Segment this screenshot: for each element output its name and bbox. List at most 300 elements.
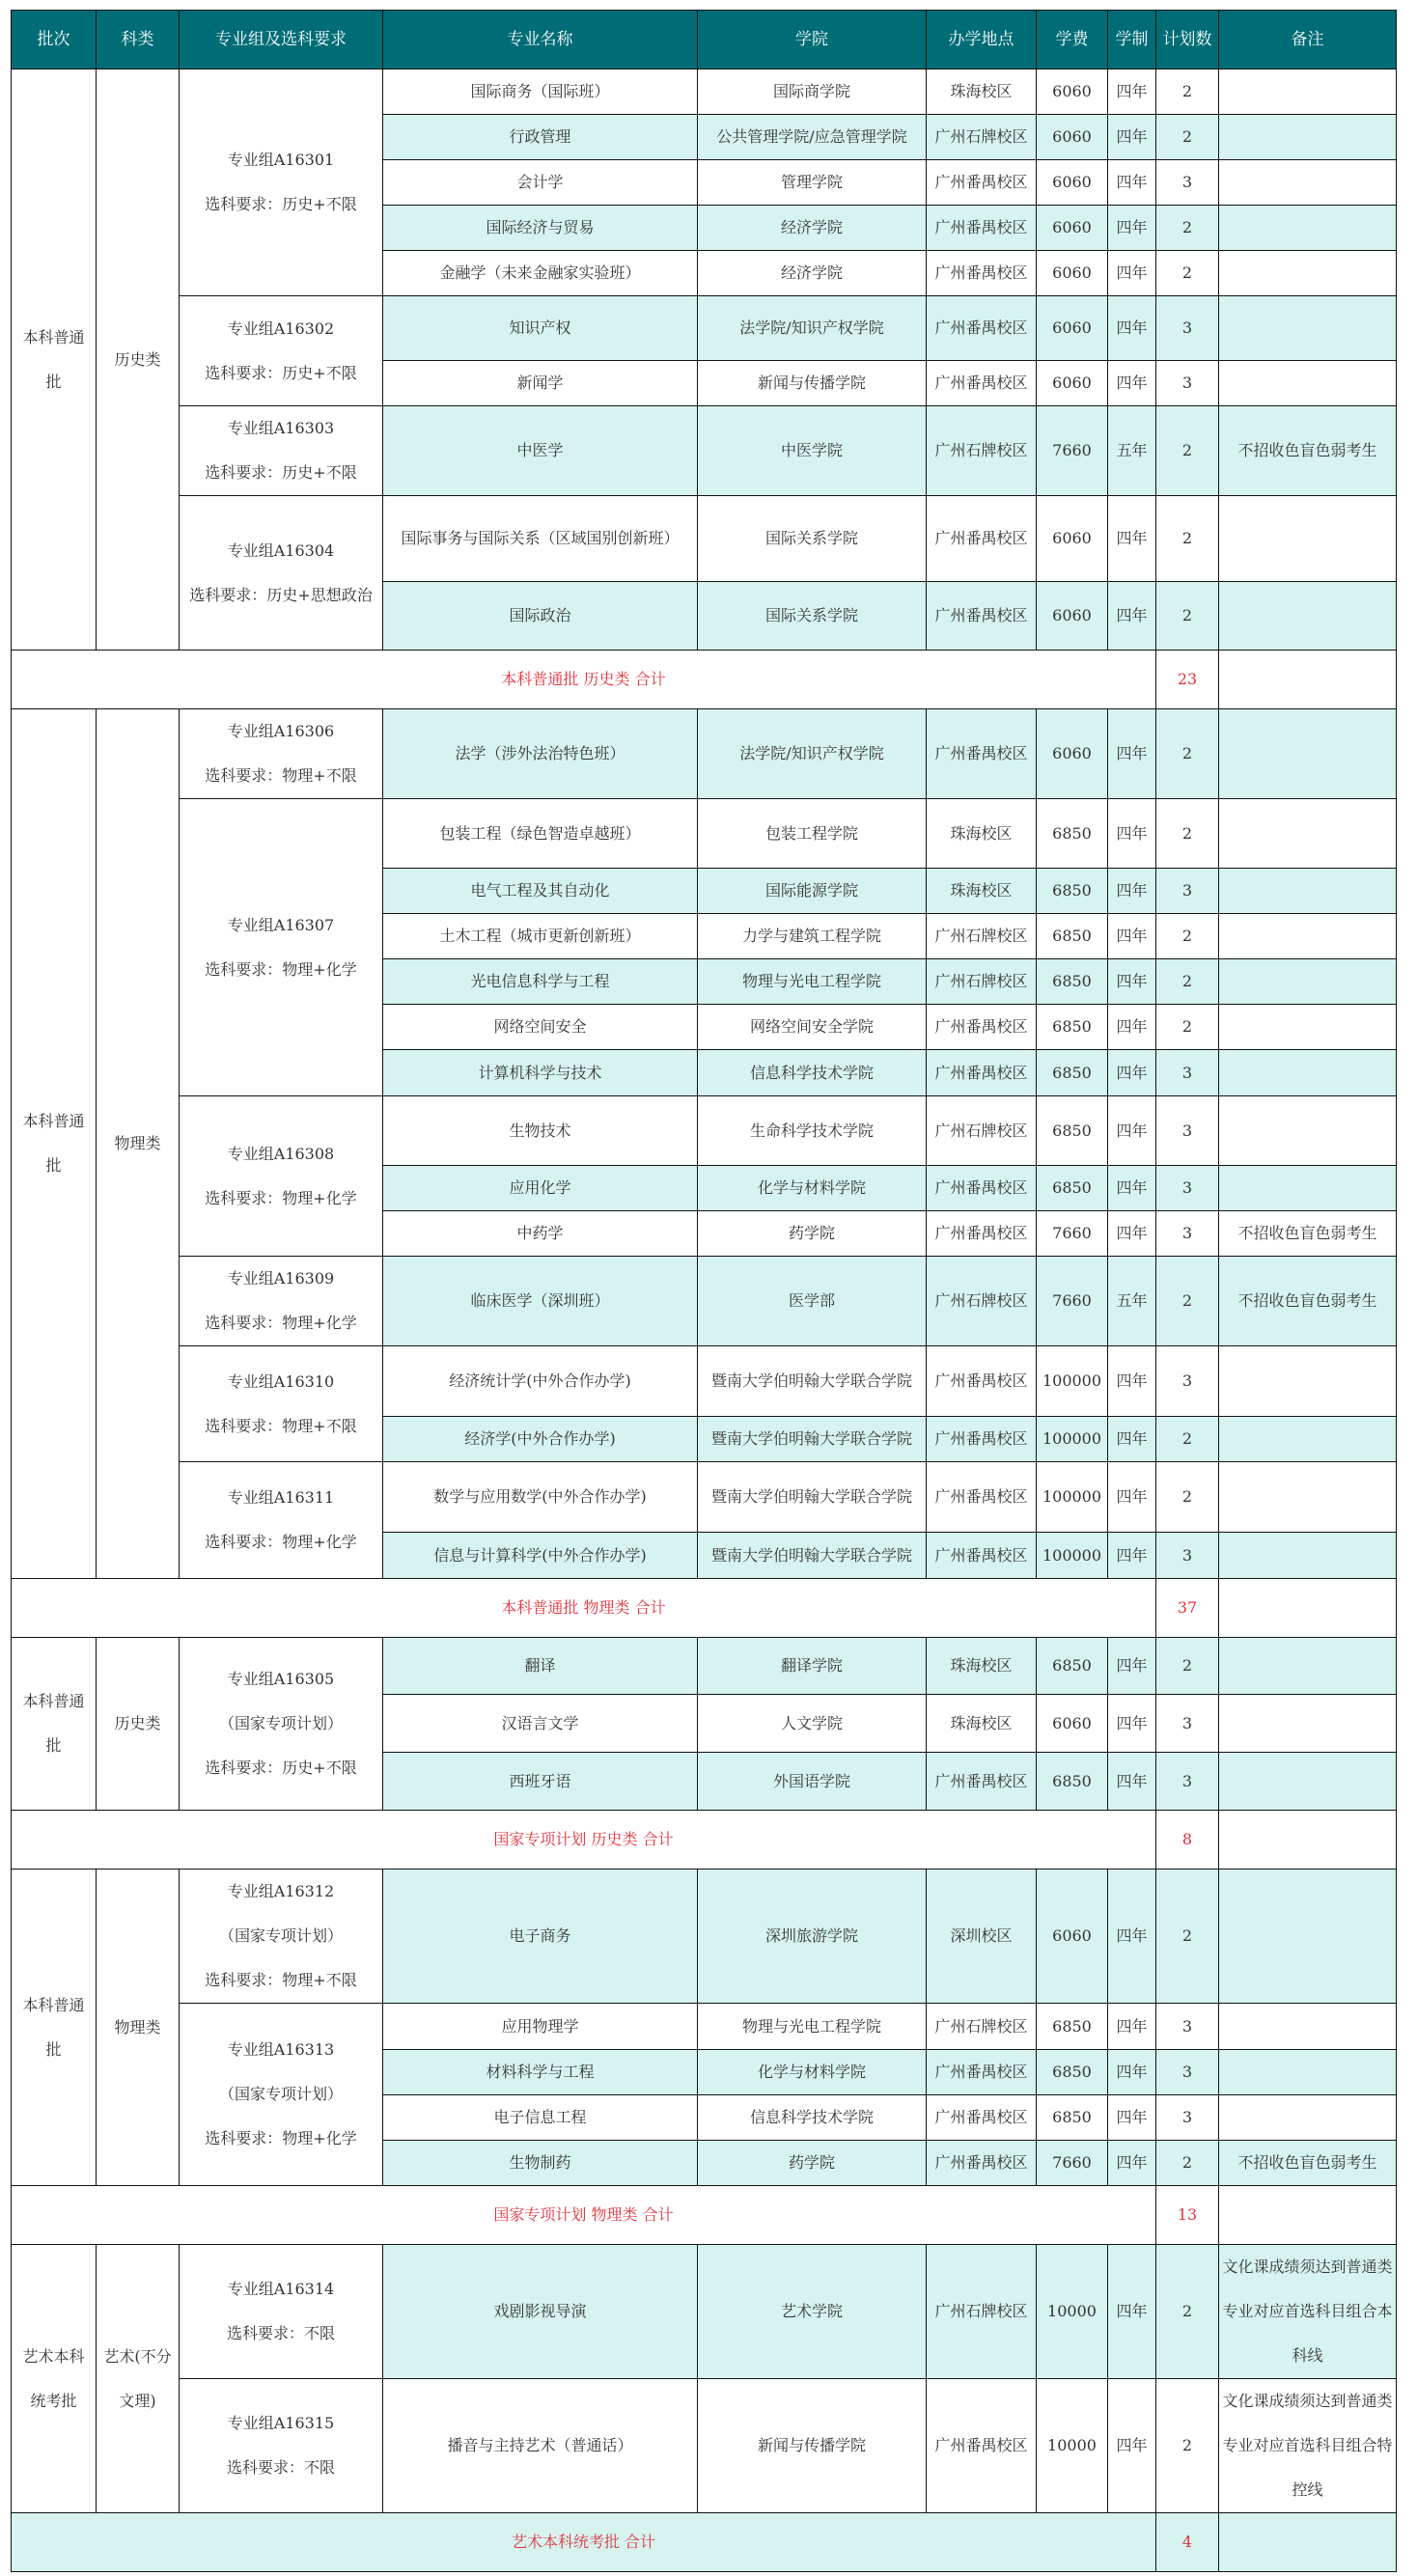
subject-requirement: 选科要求：历史+思想政治	[189, 585, 373, 604]
campus-cell: 广州番禺校区	[927, 361, 1037, 406]
major-name-cell: 金融学（未来金融家实验班）	[383, 251, 698, 296]
plan-count-cell: 2	[1156, 1005, 1219, 1050]
major-name-cell: 数学与应用数学(中外合作办学)	[383, 1462, 698, 1533]
major-name-cell: 电气工程及其自动化	[383, 869, 698, 914]
table-row	[12, 1096, 1397, 1166]
table-row	[12, 1462, 1397, 1533]
campus-cell: 广州番禺校区	[927, 582, 1037, 651]
college-cell: 中医学院	[698, 406, 927, 496]
major-group-cell	[180, 296, 383, 406]
category-cell: 物理类	[97, 709, 180, 1579]
plan-count-cell: 2	[1156, 1638, 1219, 1695]
duration-cell: 四年	[1108, 709, 1156, 799]
duration-cell: 四年	[1108, 115, 1156, 160]
remark-cell	[1219, 709, 1397, 799]
group-code: 专业组A16311	[227, 1488, 335, 1507]
college-cell: 暨南大学伯明翰大学联合学院	[698, 1462, 927, 1533]
category-cell: 历史类	[97, 1638, 180, 1811]
tuition-cell: 7660	[1037, 1257, 1108, 1346]
remark-cell	[1219, 206, 1397, 251]
subject-requirement: 选科要求：物理+化学	[205, 1533, 357, 1551]
duration-cell: 四年	[1108, 1870, 1156, 2004]
plan-count-cell: 2	[1156, 496, 1219, 582]
tuition-cell: 10000	[1037, 2379, 1108, 2513]
college-cell: 国际能源学院	[698, 869, 927, 914]
subtotal-remark	[1219, 1811, 1397, 1870]
plan-count-cell: 3	[1156, 1096, 1219, 1166]
tuition-cell: 6060	[1037, 69, 1108, 115]
college-cell: 深圳旅游学院	[698, 1870, 927, 2004]
major-name-cell: 土木工程（城市更新创新班）	[383, 914, 698, 959]
table-row	[12, 2379, 1397, 2513]
major-name-cell: 国际政治	[383, 582, 698, 651]
college-cell: 法学院/知识产权学院	[698, 296, 927, 361]
duration-cell: 四年	[1108, 296, 1156, 361]
header-fee: 学费	[1037, 11, 1108, 69]
subtotal-count: 8	[1156, 1811, 1219, 1870]
tuition-cell: 6060	[1037, 582, 1108, 651]
group-code: 专业组A16307	[227, 915, 335, 934]
subtotal-label: 本科普通批 物理类 合计	[12, 1579, 1156, 1638]
campus-cell: 珠海校区	[927, 869, 1037, 914]
tuition-cell: 6060	[1037, 1870, 1108, 2004]
major-group-cell	[180, 496, 383, 651]
major-name-cell: 国际经济与贸易	[383, 206, 698, 251]
plan-count-cell: 3	[1156, 160, 1219, 206]
duration-cell: 四年	[1108, 496, 1156, 582]
remark-cell	[1219, 1753, 1397, 1811]
duration-cell: 四年	[1108, 206, 1156, 251]
plan-count-cell: 3	[1156, 1211, 1219, 1257]
subtotal-row	[12, 651, 1397, 709]
plan-count-cell: 2	[1156, 799, 1219, 869]
subtotal-count: 4	[1156, 2513, 1219, 2572]
duration-cell: 四年	[1108, 582, 1156, 651]
college-cell: 外国语学院	[698, 1753, 927, 1811]
subtotal-row	[12, 2513, 1397, 2572]
subject-requirement: 选科要求：物理+化学	[205, 2129, 357, 2147]
tuition-cell: 6060	[1037, 496, 1108, 582]
subject-requirement: 选科要求：历史+不限	[205, 363, 357, 382]
tuition-cell: 6850	[1037, 2004, 1108, 2050]
table-row	[12, 296, 1397, 361]
campus-cell: 广州番禺校区	[927, 2379, 1037, 2513]
college-cell: 国际关系学院	[698, 496, 927, 582]
group-code: 专业组A16306	[227, 722, 335, 740]
batch-cell: 本科普通批	[12, 1638, 97, 1811]
subject-requirement: 选科要求：物理+不限	[205, 1416, 357, 1435]
campus-cell: 广州番禺校区	[927, 1211, 1037, 1257]
major-group-cell	[180, 1870, 383, 2004]
campus-cell: 广州番禺校区	[927, 1753, 1037, 1811]
table-row	[12, 1870, 1397, 2004]
campus-cell: 广州番禺校区	[927, 1050, 1037, 1096]
major-name-cell: 国际事务与国际关系（区域国别创新班）	[383, 496, 698, 582]
campus-cell: 珠海校区	[927, 799, 1037, 869]
major-name-cell: 光电信息科学与工程	[383, 959, 698, 1005]
plan-count-cell: 2	[1156, 1870, 1219, 2004]
tuition-cell: 6850	[1037, 1005, 1108, 1050]
college-cell: 信息科学技术学院	[698, 1050, 927, 1096]
group-code: 专业组A16312	[227, 1882, 335, 1900]
subtotal-row	[12, 1811, 1397, 1870]
tuition-cell: 6850	[1037, 1096, 1108, 1166]
duration-cell: 四年	[1108, 799, 1156, 869]
duration-cell: 四年	[1108, 1753, 1156, 1811]
tuition-cell: 100000	[1037, 1417, 1108, 1462]
remark-cell	[1219, 69, 1397, 115]
campus-cell: 广州番禺校区	[927, 2095, 1037, 2141]
batch-cell: 艺术本科统考批	[12, 2245, 97, 2513]
major-name-cell: 电子商务	[383, 1870, 698, 2004]
group-note: （国家专项计划）	[218, 2085, 343, 2103]
plan-count-cell: 3	[1156, 1695, 1219, 1753]
campus-cell: 广州石牌校区	[927, 2004, 1037, 2050]
college-cell: 艺术学院	[698, 2245, 927, 2379]
major-name-cell: 经济学(中外合作办学)	[383, 1417, 698, 1462]
college-cell: 国际商学院	[698, 69, 927, 115]
college-cell: 暨南大学伯明翰大学联合学院	[698, 1417, 927, 1462]
plan-count-cell: 3	[1156, 1166, 1219, 1211]
remark-cell	[1219, 1462, 1397, 1533]
major-group-cell	[180, 1096, 383, 1257]
category-cell: 历史类	[97, 69, 180, 651]
major-name-cell: 计算机科学与技术	[383, 1050, 698, 1096]
header-campus: 办学地点	[927, 11, 1037, 69]
remark-cell	[1219, 1096, 1397, 1166]
group-code: 专业组A16315	[227, 2414, 335, 2432]
subtotal-label: 国家专项计划 历史类 合计	[12, 1811, 1156, 1870]
duration-cell: 四年	[1108, 1417, 1156, 1462]
duration-cell: 四年	[1108, 2141, 1156, 2186]
header-remark: 备注	[1219, 11, 1397, 69]
subtotal-row	[12, 2186, 1397, 2245]
duration-cell: 四年	[1108, 2379, 1156, 2513]
table-row	[12, 1638, 1397, 1695]
group-code: 专业组A16303	[227, 419, 335, 437]
subtotal-count: 37	[1156, 1579, 1219, 1638]
college-cell: 医学部	[698, 1257, 927, 1346]
subtotal-remark	[1219, 651, 1397, 709]
tuition-cell: 6850	[1037, 1050, 1108, 1096]
college-cell: 人文学院	[698, 1695, 927, 1753]
campus-cell: 广州石牌校区	[927, 1257, 1037, 1346]
major-group-cell	[180, 406, 383, 496]
subject-requirement: 选科要求：历史+不限	[205, 463, 357, 482]
tuition-cell: 10000	[1037, 2245, 1108, 2379]
campus-cell: 广州番禺校区	[927, 1533, 1037, 1579]
college-cell: 力学与建筑工程学院	[698, 914, 927, 959]
college-cell: 经济学院	[698, 206, 927, 251]
subtotal-count: 13	[1156, 2186, 1219, 2245]
remark-cell	[1219, 361, 1397, 406]
duration-cell: 四年	[1108, 1695, 1156, 1753]
plan-count-cell: 3	[1156, 1753, 1219, 1811]
campus-cell: 广州石牌校区	[927, 1096, 1037, 1166]
major-group-cell	[180, 799, 383, 1096]
plan-count-cell: 2	[1156, 69, 1219, 115]
subject-requirement: 选科要求：历史+不限	[205, 1759, 357, 1777]
campus-cell: 广州番禺校区	[927, 2141, 1037, 2186]
plan-count-cell: 2	[1156, 2141, 1219, 2186]
group-code: 专业组A16301	[227, 151, 335, 169]
remark-cell	[1219, 1050, 1397, 1096]
major-name-cell: 法学（涉外法治特色班）	[383, 709, 698, 799]
subject-requirement: 选科要求：物理+化学	[205, 1188, 357, 1207]
batch-cell: 本科普通批	[12, 709, 97, 1579]
subtotal-remark	[1219, 2513, 1397, 2572]
subject-requirement: 选科要求：历史+不限	[205, 195, 357, 213]
duration-cell: 四年	[1108, 251, 1156, 296]
major-name-cell: 材料科学与工程	[383, 2050, 698, 2095]
remark-cell	[1219, 2050, 1397, 2095]
campus-cell: 广州番禺校区	[927, 496, 1037, 582]
subject-requirement: 选科要求：物理+不限	[205, 766, 357, 785]
major-group-cell	[180, 2245, 383, 2379]
major-name-cell: 知识产权	[383, 296, 698, 361]
major-name-cell: 翻译	[383, 1638, 698, 1695]
remark-cell	[1219, 1638, 1397, 1695]
plan-count-cell: 2	[1156, 582, 1219, 651]
college-cell: 药学院	[698, 2141, 927, 2186]
campus-cell: 珠海校区	[927, 69, 1037, 115]
plan-count-cell: 2	[1156, 251, 1219, 296]
group-code: 专业组A16310	[227, 1371, 335, 1391]
header-years: 学制	[1108, 11, 1156, 69]
college-cell: 网络空间安全学院	[698, 1005, 927, 1050]
plan-count-cell: 3	[1156, 869, 1219, 914]
duration-cell: 四年	[1108, 361, 1156, 406]
remark-cell: 文化课成绩须达到普通类专业对应首选科目组合特控线	[1219, 2379, 1397, 2513]
college-cell: 药学院	[698, 1211, 927, 1257]
header-row	[12, 11, 1397, 69]
group-code: 专业组A16314	[227, 2280, 335, 2298]
tuition-cell: 6060	[1037, 206, 1108, 251]
header-college: 学院	[698, 11, 927, 69]
remark-cell	[1219, 1533, 1397, 1579]
college-cell: 信息科学技术学院	[698, 2095, 927, 2141]
remark-cell	[1219, 115, 1397, 160]
plan-count-cell: 3	[1156, 1050, 1219, 1096]
subject-requirement: 选科要求：物理+不限	[205, 1971, 357, 1989]
duration-cell: 四年	[1108, 2095, 1156, 2141]
campus-cell: 广州番禺校区	[927, 1417, 1037, 1462]
campus-cell: 广州番禺校区	[927, 206, 1037, 251]
campus-cell: 广州番禺校区	[927, 1005, 1037, 1050]
remark-cell	[1219, 799, 1397, 869]
tuition-cell: 7660	[1037, 406, 1108, 496]
major-name-cell: 新闻学	[383, 361, 698, 406]
plan-count-cell: 2	[1156, 206, 1219, 251]
plan-count-cell: 3	[1156, 1346, 1219, 1417]
remark-cell	[1219, 1005, 1397, 1050]
table-body	[12, 69, 1397, 2572]
table-row	[12, 406, 1397, 496]
plan-count-cell: 3	[1156, 2050, 1219, 2095]
campus-cell: 珠海校区	[927, 1695, 1037, 1753]
plan-count-cell: 2	[1156, 406, 1219, 496]
remark-cell: 不招收色盲色弱考生	[1219, 2141, 1397, 2186]
subtotal-count: 23	[1156, 651, 1219, 709]
major-group-cell	[180, 1346, 383, 1462]
major-group-cell	[180, 2379, 383, 2513]
plan-count-cell: 3	[1156, 2004, 1219, 2050]
tuition-cell: 6850	[1037, 914, 1108, 959]
duration-cell: 四年	[1108, 1005, 1156, 1050]
table-row	[12, 1346, 1397, 1417]
remark-cell	[1219, 1346, 1397, 1417]
table-row	[12, 709, 1397, 799]
remark-cell: 不招收色盲色弱考生	[1219, 1211, 1397, 1257]
college-cell: 法学院/知识产权学院	[698, 709, 927, 799]
plan-count-cell: 2	[1156, 914, 1219, 959]
duration-cell: 四年	[1108, 959, 1156, 1005]
duration-cell: 四年	[1108, 2245, 1156, 2379]
remark-cell	[1219, 1695, 1397, 1753]
tuition-cell: 6060	[1037, 251, 1108, 296]
campus-cell: 广州石牌校区	[927, 914, 1037, 959]
header-batch: 批次	[12, 11, 97, 69]
major-group-cell	[180, 1462, 383, 1579]
college-cell: 新闻与传播学院	[698, 2379, 927, 2513]
college-cell: 物理与光电工程学院	[698, 2004, 927, 2050]
table-row	[12, 2245, 1397, 2379]
tuition-cell: 6060	[1037, 160, 1108, 206]
subtotal-remark	[1219, 2186, 1397, 2245]
campus-cell: 珠海校区	[927, 1638, 1037, 1695]
admissions-plan-table	[11, 10, 1397, 2572]
remark-cell	[1219, 869, 1397, 914]
plan-count-cell: 3	[1156, 1533, 1219, 1579]
subtotal-label: 国家专项计划 物理类 合计	[12, 2186, 1156, 2245]
tuition-cell: 6850	[1037, 1166, 1108, 1211]
plan-count-cell: 2	[1156, 2245, 1219, 2379]
campus-cell: 广州番禺校区	[927, 709, 1037, 799]
tuition-cell: 7660	[1037, 2141, 1108, 2186]
campus-cell: 广州番禺校区	[927, 2050, 1037, 2095]
duration-cell: 四年	[1108, 1211, 1156, 1257]
major-group-cell	[180, 2004, 383, 2186]
college-cell: 管理学院	[698, 160, 927, 206]
college-cell: 化学与材料学院	[698, 2050, 927, 2095]
remark-cell	[1219, 1417, 1397, 1462]
remark-cell	[1219, 1870, 1397, 2004]
major-name-cell: 应用物理学	[383, 2004, 698, 2050]
remark-cell	[1219, 251, 1397, 296]
duration-cell: 四年	[1108, 1638, 1156, 1695]
major-name-cell: 包装工程（绿色智造卓越班）	[383, 799, 698, 869]
subject-requirement: 选科要求：不限	[226, 2458, 335, 2477]
major-name-cell: 中药学	[383, 1211, 698, 1257]
subtotal-label: 本科普通批 历史类 合计	[12, 651, 1156, 709]
category-cell: 艺术(不分文理)	[97, 2245, 180, 2513]
remark-cell	[1219, 2095, 1397, 2141]
duration-cell: 四年	[1108, 1050, 1156, 1096]
major-name-cell: 会计学	[383, 160, 698, 206]
major-group-cell	[180, 709, 383, 799]
college-cell: 国际关系学院	[698, 582, 927, 651]
group-note: （国家专项计划）	[218, 1714, 343, 1732]
group-code: 专业组A16309	[227, 1269, 335, 1288]
header-plan: 计划数	[1156, 11, 1219, 69]
tuition-cell: 6850	[1037, 2095, 1108, 2141]
college-cell: 公共管理学院/应急管理学院	[698, 115, 927, 160]
campus-cell: 广州番禺校区	[927, 251, 1037, 296]
major-name-cell: 应用化学	[383, 1166, 698, 1211]
tuition-cell: 6060	[1037, 1695, 1108, 1753]
major-name-cell: 播音与主持艺术（普通话）	[383, 2379, 698, 2513]
duration-cell: 五年	[1108, 1257, 1156, 1346]
group-code: 专业组A16304	[227, 540, 335, 560]
plan-count-cell: 2	[1156, 1257, 1219, 1346]
subtotal-label: 艺术本科统考批 合计	[12, 2513, 1156, 2572]
subject-requirement: 选科要求：不限	[226, 2324, 335, 2342]
duration-cell: 四年	[1108, 914, 1156, 959]
group-code: 专业组A16313	[227, 2040, 335, 2059]
tuition-cell: 6850	[1037, 1753, 1108, 1811]
tuition-cell: 6060	[1037, 709, 1108, 799]
major-group-cell	[180, 1257, 383, 1346]
major-name-cell: 中医学	[383, 406, 698, 496]
header-major: 专业名称	[383, 11, 698, 69]
duration-cell: 四年	[1108, 1096, 1156, 1166]
major-name-cell: 经济统计学(中外合作办学)	[383, 1346, 698, 1417]
remark-cell	[1219, 496, 1397, 582]
category-cell: 物理类	[97, 1870, 180, 2186]
remark-cell: 不招收色盲色弱考生	[1219, 1257, 1397, 1346]
plan-count-cell: 3	[1156, 361, 1219, 406]
duration-cell: 五年	[1108, 406, 1156, 496]
major-name-cell: 信息与计算科学(中外合作办学)	[383, 1533, 698, 1579]
table-row	[12, 69, 1397, 115]
remark-cell: 文化课成绩须达到普通类专业对应首选科目组合本科线	[1219, 2245, 1397, 2379]
subject-requirement: 选科要求：物理+化学	[205, 1314, 357, 1332]
tuition-cell: 6850	[1037, 799, 1108, 869]
plan-count-cell: 2	[1156, 115, 1219, 160]
campus-cell: 深圳校区	[927, 1870, 1037, 2004]
campus-cell: 广州石牌校区	[927, 115, 1037, 160]
duration-cell: 四年	[1108, 1166, 1156, 1211]
batch-cell: 本科普通批	[12, 69, 97, 651]
duration-cell: 四年	[1108, 2050, 1156, 2095]
major-name-cell: 生物技术	[383, 1096, 698, 1166]
duration-cell: 四年	[1108, 1346, 1156, 1417]
table-row	[12, 2004, 1397, 2050]
duration-cell: 四年	[1108, 869, 1156, 914]
campus-cell: 广州石牌校区	[927, 2245, 1037, 2379]
plan-count-cell: 2	[1156, 709, 1219, 799]
remark-cell	[1219, 582, 1397, 651]
duration-cell: 四年	[1108, 1462, 1156, 1533]
major-name-cell: 西班牙语	[383, 1753, 698, 1811]
major-name-cell: 戏剧影视导演	[383, 2245, 698, 2379]
remark-cell	[1219, 959, 1397, 1005]
group-code: 专业组A16302	[227, 319, 335, 338]
major-name-cell: 临床医学（深圳班）	[383, 1257, 698, 1346]
table-row	[12, 1257, 1397, 1346]
tuition-cell: 6060	[1037, 361, 1108, 406]
plan-count-cell: 2	[1156, 1462, 1219, 1533]
duration-cell: 四年	[1108, 160, 1156, 206]
college-cell: 经济学院	[698, 251, 927, 296]
major-group-cell	[180, 69, 383, 296]
college-cell: 新闻与传播学院	[698, 361, 927, 406]
college-cell: 暨南大学伯明翰大学联合学院	[698, 1346, 927, 1417]
tuition-cell: 6850	[1037, 959, 1108, 1005]
tuition-cell: 100000	[1037, 1346, 1108, 1417]
group-code: 专业组A16308	[227, 1144, 335, 1163]
major-name-cell: 电子信息工程	[383, 2095, 698, 2141]
